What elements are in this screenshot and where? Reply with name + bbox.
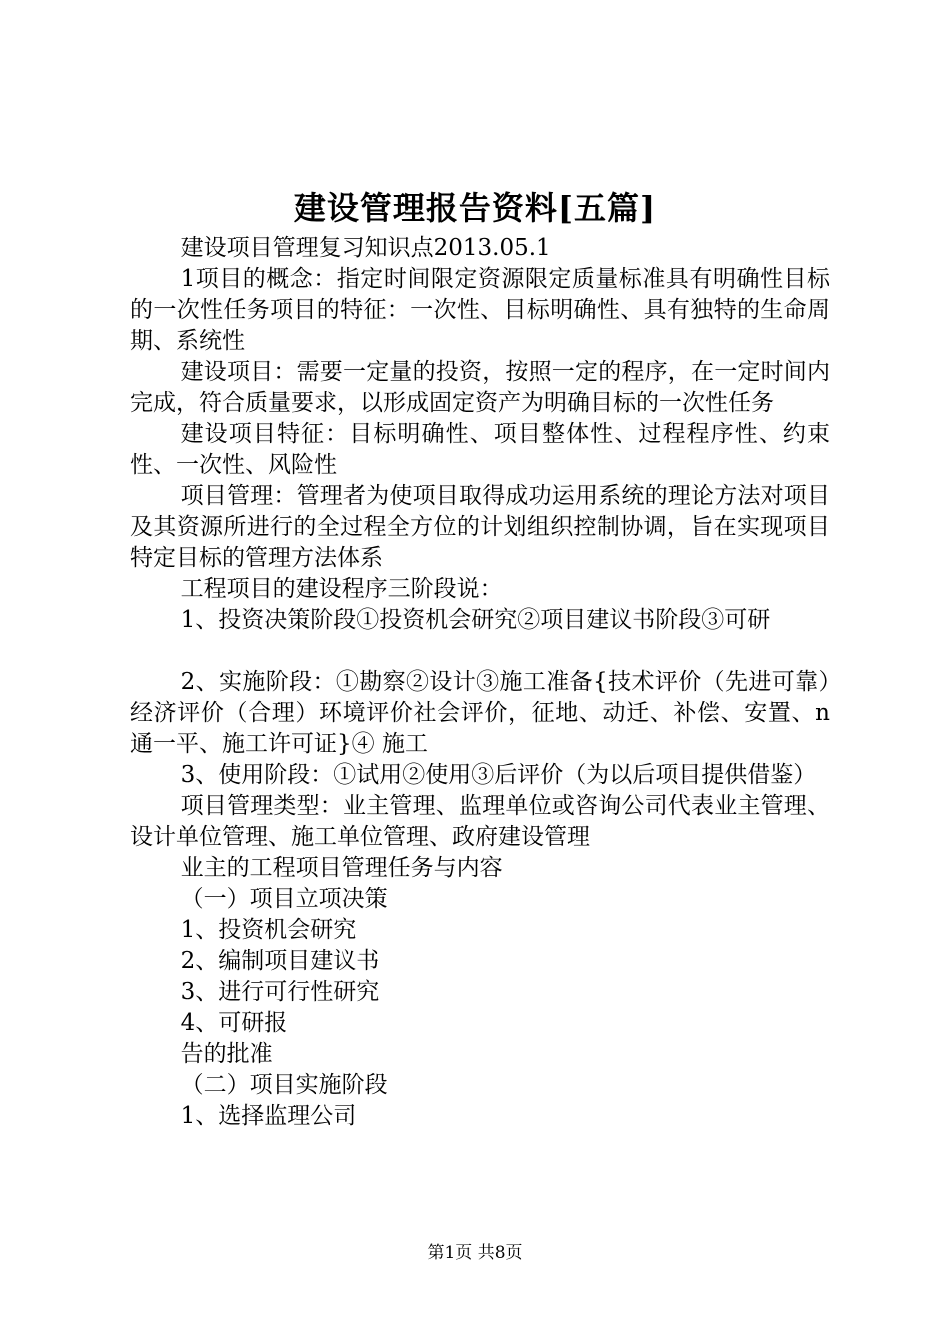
- list-item: 告的批准: [180, 1041, 273, 1067]
- paragraph-stage-1: 1、投资决策阶段①投资机会研究②项目建议书阶段③可研: [180, 607, 771, 633]
- list-item: 1、投资机会研究: [180, 917, 357, 943]
- page-number-footer: 第1页 共8页: [427, 1243, 523, 1263]
- paragraph-stage-3: 3、使用阶段：①试用②使用③后评价（为以后项目提供借鉴）: [180, 762, 817, 788]
- document-body: [130, 233, 830, 1132]
- list-item: 业主的工程项目管理任务与内容: [180, 855, 503, 881]
- owner-task-list: [130, 853, 830, 1132]
- paragraph-management-types: 项目管理类型：业主管理、监理单位或咨询公司代表业主管理、设计单位管理、施工单位管理、政府建设管理: [130, 793, 830, 850]
- list-item: 1、选择监理公司: [180, 1103, 357, 1129]
- paragraph-review-header: 建设项目管理复习知识点2013.05.1: [180, 235, 551, 261]
- list-item: 3、进行可行性研究: [180, 979, 380, 1005]
- blank-line: [130, 636, 830, 667]
- list-item: （一）项目立项决策: [180, 886, 388, 912]
- document-title: 建设管理报告资料[五篇]: [293, 189, 657, 227]
- paragraph-three-stages: 工程项目的建设程序三阶段说：: [180, 576, 503, 602]
- paragraph-stage-2: 2、实施阶段：①勘察②设计③施工准备{技术评价（先进可靠）经济评价（合理）环境评价社会评价，征地、动迁、补偿、安置、n通一平、施工许可证}④ 施工: [130, 669, 830, 757]
- list-item: 4、可研报: [180, 1010, 288, 1036]
- paragraph-project-concept: 1项目的概念：指定时间限定资源限定质量标准具有明确性目标的一次性任务项目的特征：一次性、目标明确性、具有独特的生命周期、系统性: [130, 266, 830, 354]
- list-item: 2、编制项目建议书: [180, 948, 380, 974]
- list-item: （二）项目实施阶段: [180, 1072, 388, 1098]
- paragraph-project-management: 项目管理：管理者为使项目取得成功运用系统的理论方法对项目及其资源所进行的全过程全方位的计划组织控制协调，旨在实现项目特定目标的管理方法体系: [130, 483, 830, 571]
- paragraph-construction-project: 建设项目：需要一定量的投资，按照一定的程序，在一定时间内完成，符合质量要求，以形成固定资产为明确目标的一次性任务: [130, 359, 830, 416]
- paragraph-project-features: 建设项目特征：目标明确性、项目整体性、过程程序性、约束性、一次性、风险性: [130, 421, 830, 478]
